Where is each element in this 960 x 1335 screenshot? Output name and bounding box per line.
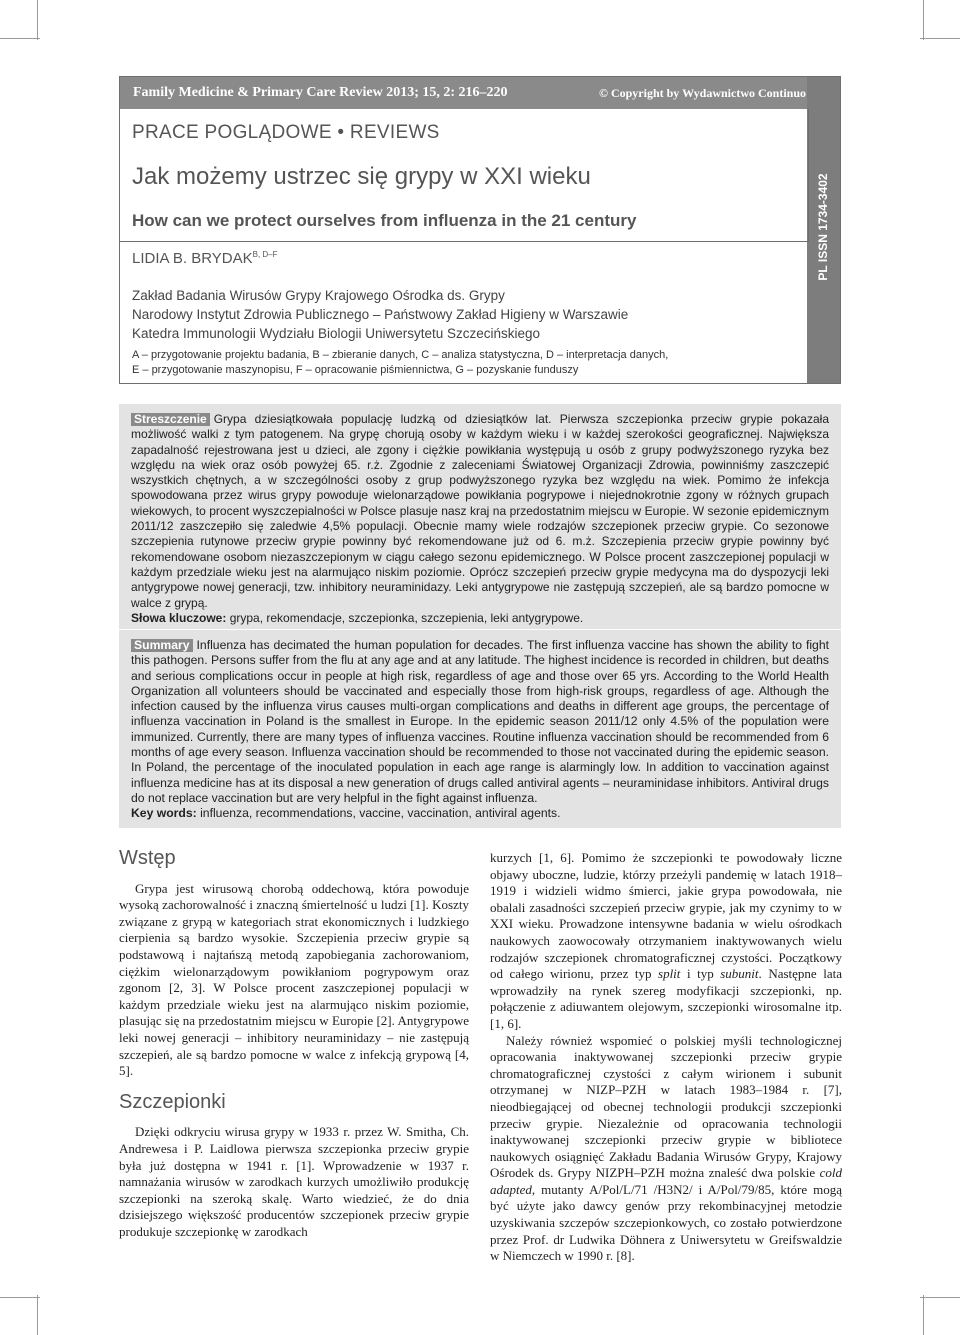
body-text: kurzych [1, 6]. Pomimo że szczepionki te powodowały liczne objawy uboczne, ludzie, którzy przeżyli pandemię w latach 1918–1919 i widzieli widmo śmierci, jakie grypa powodowała, nie obalali zasadności szczepień przeciw grypie, jak my czynimy to w XXI wieku. Prowadzone intensywne badania w wielu ośrodkach naukowych zaowocowały otrzymaniem inaktywowanych wielu rodzajów szczepionek chromatograficznej czystości. Początkowy od całego wirionu, przez typ — [490, 850, 842, 982]
keywords: influenza, recommendations, vaccine, vaccination, antiviral agents. — [200, 806, 561, 821]
body-paragraph: Grypa jest wirusową chorobą oddechową, która powoduje wysoką zachorowalność i znaczną śmiertelność u ludzi [1]. Koszty związane z grypą w kategoriach strat ekonomicznych i ludzkiego cierpienia są bardzo wysokie. Szczepienia przeciw grypie są podstawową i najtańszą metodą zapobiegania zachorowaniom, ciężkim wielonarządowym powikłaniom pogrypowym oraz zgonom [2, 3]. W Polsce procent zaszczepionej populacji w każdym przedziale wieku jest na alarmująco niskim poziomie, plasując się na przedostatnim miejscu w Europie [2]. Antygrypowe leki nowej generacji – inhibitory neuraminidazy – nie zastępują szczepień, ale są bardzo pomocne w walce z infekcją grypową [4, 5]. — [119, 880, 469, 1079]
abstract-english — [119, 630, 841, 828]
crop-mark — [37, 0, 38, 40]
crop-mark — [0, 1297, 40, 1298]
section-heading-vaccines: Szczepionki — [119, 1090, 226, 1113]
article-title-pl: Jak możemy ustrzec się grypy w XXI wieku — [132, 163, 591, 190]
body-text: . Następne lata wprowadziły na rynek szereg modyfikacji szczepionki, np. połączenie z adiuwantem olejowym, szczepionki wirosomalne itp. [1, 6]. — [490, 966, 842, 1031]
journal-bar — [120, 77, 840, 109]
body-column-left — [119, 847, 469, 1240]
keywords-label: Key words: — [131, 806, 197, 821]
body-text: i typ — [680, 966, 721, 982]
abstract-text: Influenza has decimated the human population for decades. The first influenza vaccine has shown the ability to fight this pathogen. Persons suffer from the flu at any age and at any latitude. The highest incidence is recorded in children, but deaths and serious complications occur in people at high risk, regardless of age and those over 65 yrs. According to the World Health Organization all volunteers should be vaccinated and especially those from high-risk groups, regardless of age. Although the infection caused by the influenza virus causes multi-organ complications and deaths in different age groups, the percentage of influenza vaccination in Poland is the smallest in Europe. In the epidemic season 2011/12 only 4.5% of the population were immunized. Currently, there are many types of influenza vaccines. Routine influenza vaccination should be recommended from 6 months of age every season. Influenza vaccination should be recommended to those not vaccinated during the epidemic season. In Poland, the percentage of the inoculated population in each age range is alarmingly low. In addition to vaccination against influenza medicine has at its disposal a new generation of drugs called antiviral agents – neuraminidase inhibitors. Antiviral drugs do not replace vaccination but are very helpful in the fight against influenza. — [131, 638, 829, 805]
section-label: PRACE POGLĄDOWE • REVIEWS — [132, 122, 440, 143]
keywords-label: Słowa kluczowe: — [131, 610, 227, 625]
abstract-tag: Summary — [131, 639, 193, 652]
contribution-line: E – przygotowanie maszynopisu, F – opracowanie piśmiennictwa, G – pozyskanie funduszy — [132, 364, 579, 376]
article-title-en: How can we protect ourselves from influenza in the 21 century — [132, 211, 637, 230]
body-paragraph — [490, 1033, 842, 1265]
journal-citation: Family Medicine & Primary Care Review 2013; 15, 2: 216–220 — [133, 85, 508, 100]
issn-label: PL ISSN 1734-3402 — [816, 173, 830, 281]
contribution-legend — [132, 348, 668, 378]
body-italic: split — [658, 966, 681, 982]
body-text: Należy również wspomieć o polskiej myśli technologicznej opracowania inaktywowanej szczepionki przeciw grypie chromatograficznej czystości z całym wirionem i subunit otrzymanej w NIZP–PZH w latach 1983–1984 r. [7], nieodbiegającej od obecnej technologii produkcji szczepionki przeciw grypie. Niezależnie od opracowania technologii inaktywowanej szczepionki przeciw grypie w bibliotece naukowych osiągnięć Zakładu Badania Wirusów Grypy, Krajowy Ośrodek ds. Grypy NIZPH–PZH można znaleść dwa polskie — [490, 1032, 842, 1181]
copyright-notice: © Copyright by Wydawnictwo Continuo — [599, 86, 806, 100]
affiliation-line: Zakład Badania Wirusów Grypy Krajowego Ośrodka ds. Grypy — [132, 288, 505, 303]
crop-mark — [923, 0, 924, 40]
body-italic: cold adapted — [490, 1165, 842, 1197]
article-header — [119, 76, 841, 384]
body-italic: subunit — [720, 966, 759, 982]
body-text: , mutanty A/Pol/L/71 /H3N2/ i A/Pol/79/85, które mogą być użyte jako dawcy genów przy rekombinacyjnej metodzie uzyskiwania szczepów szczepionkowych, co zostało potwierdzone przez Prof. dr Ludwika Döhnera z Uniwersytetu w Greifswaldzie w Niemczech w 1990 r. [8]. — [490, 1181, 842, 1264]
contribution-line: A – przygotowanie projektu badania, B – zbieranie danych, C – analiza statystyczna, D – interpretacja danych, — [132, 349, 669, 361]
keywords: grypa, rekomendacje, szczepionka, szczepienia, leki antygrypowe. — [229, 610, 584, 625]
author-name: LIDIA B. BRYDAK — [132, 250, 253, 267]
crop-mark — [920, 1297, 960, 1298]
affiliation-line: Narodowy Instytut Zdrowia Publicznego – Państwowy Zakład Higieny w Warszawie — [132, 307, 629, 322]
section-heading-intro: Wstęp — [119, 847, 176, 869]
author — [132, 250, 278, 267]
crop-mark — [0, 38, 40, 39]
author-contribution: B, D–F — [252, 250, 278, 259]
abstract-tag: Streszczenie — [131, 413, 210, 426]
crop-mark — [923, 1295, 924, 1335]
affiliation-line: Katedra Immunologii Wydziału Biologii Uniwersytetu Szczecińskiego — [132, 326, 541, 341]
abstract-text: Grypa dziesiątkowała populację ludzką od dziesiątków lat. Pierwsza szczepionka przeciw grypie pokazała możliwość walki z tym patogenem. Na grypę chorują osoby w każdym wieku i w każdej szerokości geograficznej. Największa zapadalność rejestrowana jest u dzieci, ale zgony i ciężkie powikłania występują u osób z grupy podwyższonego ryzyka bez względu na wiek oraz osób powyżej 65. r.ż. Zgodnie z zaleceniami Światowej Organizacji Zdrowia, powinniśmy zaszczepić wszystkich chętnych, a w szczególności osoby z grup podwyższonego ryzyka bez względu na wiek. Pomimo że infekcja spowodowana przez wirus grypy powoduje wielonarządowe powikłania pogrypowe i niejednokrotnie zgony w różnych grupach wiekowych, to procent wyszczepialności w Polsce plasuje nasz kraj na przedostatnim miejscu w Europie. W sezonie epidemicznym 2011/12 zaszczepiło się zaledwie 4,5% populacji. Obecnie mamy wiele rodzajów szczepionek przeciw grypie. Co sezonowe szczepienia rutynowe przeciw grypie powinny być rekomendowane już od 6. m.ż. Szczepienia przeciw grypie powinny być rekomendowane osobom niezaszczepionym w ciągu całego sezonu epidemicznego. W Polsce procent zaszczepionej populacji w każdym przedziale wieku jest na alarmująco niskim poziomie. Oprócz szczepień przeciw grypie medycyna ma do dyspozycji leki antygrypowe nowej generacji, tzw. inhibitory neuraminidazy. Leki antygrypowe nie zastępują szczepień, ale są bardzo pomocne w walce z grypą. — [131, 412, 829, 610]
crop-mark — [37, 1295, 38, 1335]
body-column-right — [490, 850, 842, 1265]
body-paragraph — [490, 850, 842, 1033]
crop-mark — [920, 38, 960, 39]
issn-bar — [807, 77, 840, 383]
affiliation — [132, 286, 628, 343]
body-paragraph: Dzięki odkryciu wirusa grypy w 1933 r. przez W. Smitha, Ch. Andrewesa i P. Laidlowa pierwsza szczepionka przeciw grypie była już dostępna w 1941 r. [1]. Wprowadzenie w 1937 r. namnażania wirusów w zarodkach kurzych umożliwiło produkcję szczepionki na szeroką skalę. Warto wiedzieć, że do dnia dzisiejszego większość producentów szczepionek przeciw grypie produkuje szczepionkę w zarodkach — [119, 1124, 469, 1239]
title-section — [120, 109, 809, 242]
abstract-polish — [119, 404, 841, 629]
